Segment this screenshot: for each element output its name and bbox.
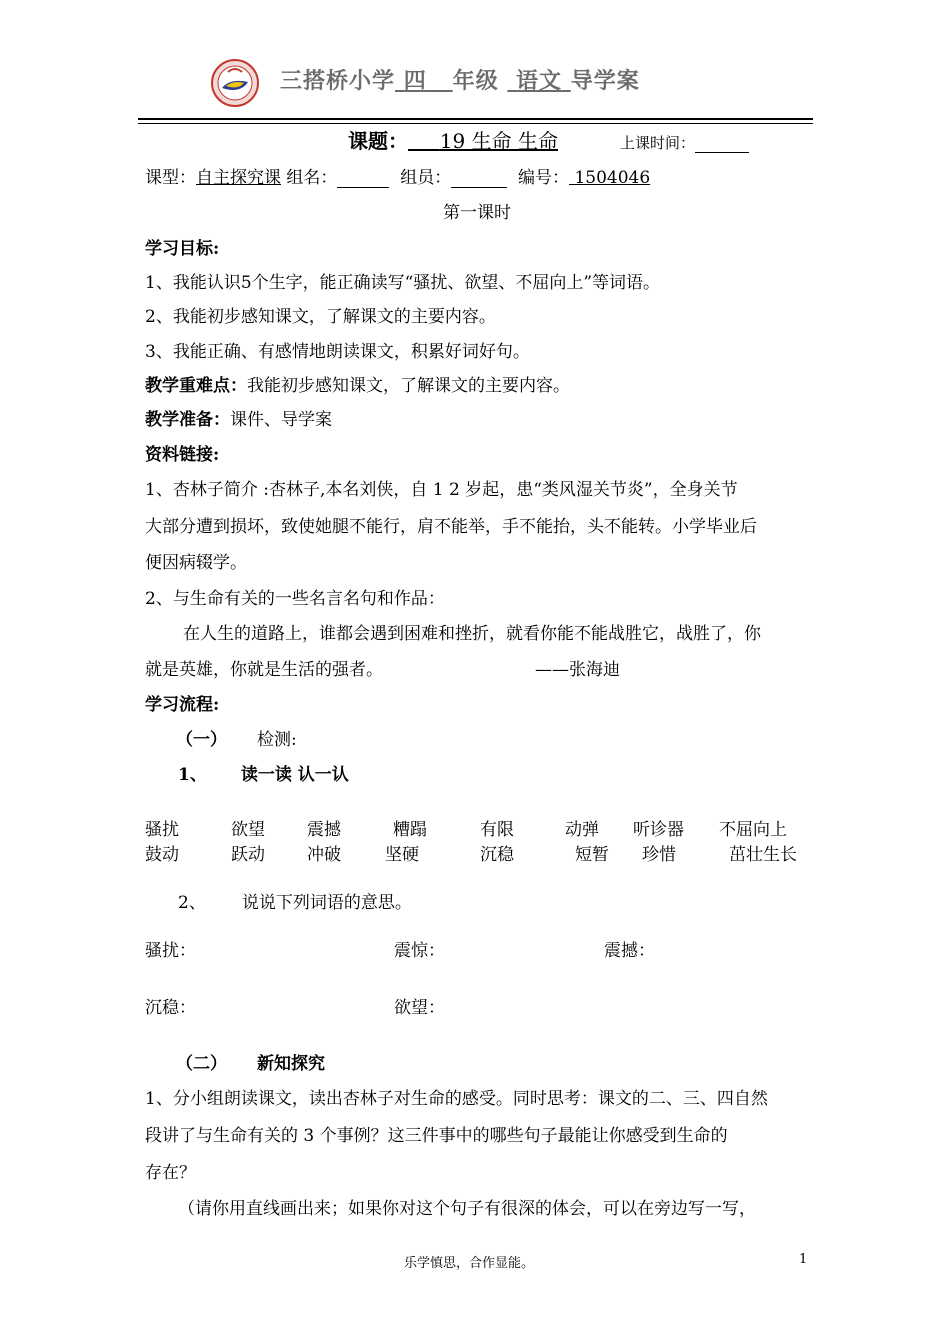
task2-title: 说说下列词语的意思。 xyxy=(241,893,412,913)
resource-line: 1、杏林子简介 :杏林子,本名刘侠，自 1 2 岁起，患“类风湿关节炎”，全身关节 xyxy=(145,480,738,500)
explore-line: 段讲了与生命有关的 3 个事例？这三件事中的哪些句子最能让你感受到生命的 xyxy=(145,1126,728,1146)
number-label: 编号： xyxy=(518,168,570,188)
quote-line: 在人生的道路上，谁都会遇到困难和挫折，就看你能不能战胜它，战胜了，你 xyxy=(183,624,761,644)
resources-heading: 资料链接: xyxy=(145,445,220,465)
task1-heading xyxy=(178,765,349,785)
explore-line: 1、分小组朗读课文，读出杏林子对生命的感受。同时思考：课文的二、三、四自然 xyxy=(145,1089,768,1109)
meaning-label: 沉稳： xyxy=(145,998,196,1018)
header-rule-thin xyxy=(138,123,813,124)
meaning-label: 欲望： xyxy=(394,998,445,1018)
group-blank[interactable] xyxy=(337,171,389,188)
number-value: 1504046 xyxy=(574,168,651,188)
page-number: 1 xyxy=(799,1252,808,1267)
part2-heading xyxy=(176,1054,325,1074)
type-label: 课型： xyxy=(145,168,196,188)
explore-line: 存在？ xyxy=(145,1163,196,1183)
goal-item: 2、我能初步感知课文，了解课文的主要内容。 xyxy=(145,307,496,327)
goals-heading: 学习目标: xyxy=(145,239,220,259)
vocab-word: 欲望 xyxy=(231,820,265,840)
vocab-word: 骚扰 xyxy=(145,820,179,840)
header-title xyxy=(280,67,640,95)
vocab-word: 跃动 xyxy=(231,845,265,865)
quote-line: 就是英雄，你就是生活的强者。 xyxy=(145,660,383,680)
subject-value: 语文 xyxy=(516,68,563,94)
task2-num: 2、 xyxy=(178,893,206,913)
vocab-word: 震撼 xyxy=(307,820,341,840)
part2-num: （二） xyxy=(176,1054,227,1074)
task1-title: 读一读 认一认 xyxy=(240,765,349,785)
prep-label: 教学准备： xyxy=(145,410,230,430)
key-point-label: 教学重难点： xyxy=(145,376,247,396)
type-value: 自主探究课 xyxy=(196,168,281,188)
resource-line: 大部分遭到损坏，致使她腿不能行，肩不能举，手不能抬，头不能转。小学毕业后 xyxy=(145,517,757,537)
school-name: 三搭桥小学 xyxy=(280,68,396,94)
part1-title: 检测: xyxy=(257,730,297,750)
lesson-title-value: 19 生命 生命 xyxy=(439,129,558,153)
quote-author: ——张海迪 xyxy=(535,660,620,680)
goal-item: 1、我能认识5个生字，能正确读写“骚扰、欲望、不屈向上”等词语。 xyxy=(145,273,661,293)
resource-item-2: 2、与生命有关的一些名言名句和作品： xyxy=(145,589,445,609)
vocab-word: 珍惜 xyxy=(642,845,676,865)
vocab-word: 坚硬 xyxy=(385,845,419,865)
teaching-prep xyxy=(145,410,332,430)
meaning-label: 震撼： xyxy=(604,941,655,961)
period-label: 第一课时 xyxy=(443,203,511,223)
part1-num: （一） xyxy=(176,730,227,750)
part2-title: 新知探究 xyxy=(257,1054,325,1074)
vocab-word: 动弹 xyxy=(565,820,599,840)
process-heading: 学习流程: xyxy=(145,695,220,715)
member-blank[interactable] xyxy=(451,171,507,188)
vocab-word: 短暂 xyxy=(575,845,609,865)
key-point-text: 我能初步感知课文，了解课文的主要内容。 xyxy=(247,376,570,396)
vocab-word: 鼓动 xyxy=(145,845,179,865)
grade-suffix: 年级 xyxy=(452,68,499,94)
vocab-word: 冲破 xyxy=(307,845,341,865)
vocab-word: 有限 xyxy=(480,820,514,840)
header-rule-thick xyxy=(138,118,813,120)
class-time-blank[interactable] xyxy=(695,136,749,153)
meaning-label: 骚扰： xyxy=(145,941,196,961)
goal-item: 3、我能正确、有感情地朗读课文，积累好词好句。 xyxy=(145,342,530,362)
school-logo-icon xyxy=(210,58,260,108)
lesson-info xyxy=(145,168,650,188)
key-point xyxy=(145,376,570,396)
vocab-word: 不屈向上 xyxy=(719,820,787,840)
class-time xyxy=(620,133,749,153)
doc-type: 导学案 xyxy=(570,68,640,94)
group-label: 组名： xyxy=(286,168,338,188)
vocab-word: 茁壮生长 xyxy=(729,845,797,865)
instruction-line: （请你用直线画出来；如果你对这个句子有很深的体会，可以在旁边写一写， xyxy=(178,1199,756,1219)
task1-num: 1、 xyxy=(178,765,207,785)
grade-value: 四 xyxy=(403,68,427,94)
lesson-title xyxy=(348,129,558,153)
meaning-label: 震惊： xyxy=(394,941,445,961)
prep-text: 课件、导学案 xyxy=(230,410,332,430)
resource-line: 便因病辍学。 xyxy=(145,553,247,573)
lesson-title-label: 课题： xyxy=(348,129,408,153)
task2-heading xyxy=(178,893,412,913)
vocab-word: 听诊器 xyxy=(633,820,684,840)
vocab-word: 沉稳 xyxy=(480,845,514,865)
member-label: 组员： xyxy=(400,168,452,188)
part1-heading xyxy=(176,730,297,750)
footer-motto: 乐学慎思，合作显能。 xyxy=(404,1256,535,1271)
vocab-word: 糟蹋 xyxy=(393,820,427,840)
class-time-label: 上课时间： xyxy=(620,134,696,152)
